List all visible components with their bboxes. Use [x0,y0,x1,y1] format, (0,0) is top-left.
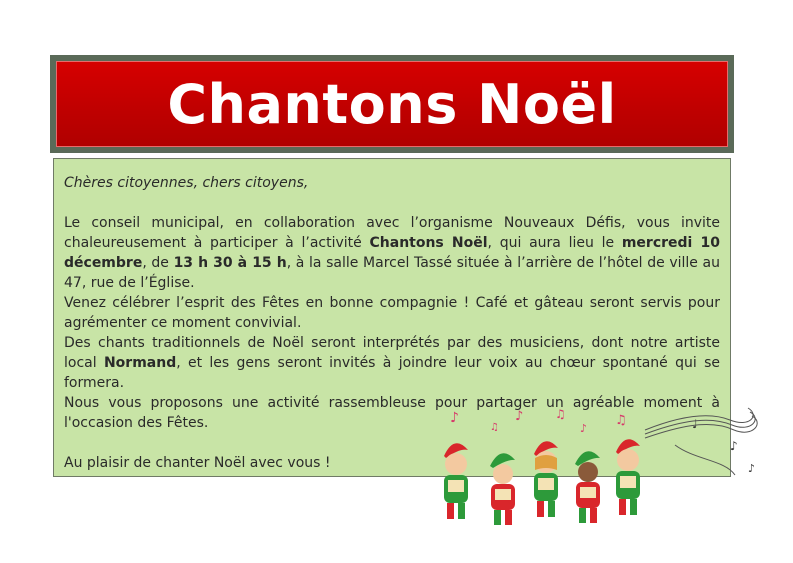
text-segment: , qui aura lieu le [487,235,622,251]
text-segment: Des chants traditionnels de Noël seront interprétés par des musiciens, dont notre artiste local [64,335,720,371]
event-date: mercredi 10 décembre [64,235,720,271]
greeting-line: Chères citoyennes, chers citoyens, [64,175,309,191]
singing-elves-illustration [430,400,770,535]
paragraph-music [64,333,720,393]
svg-text:♩: ♩ [692,417,698,431]
elf-icon [444,443,468,519]
svg-text:♪: ♪ [748,462,756,475]
elf-icon [490,453,515,525]
elf-icon [575,451,600,523]
svg-text:♪: ♪ [450,410,459,426]
paragraph-event-details [64,213,720,293]
event-name: Chantons Noël [369,235,488,251]
paragraph-invitation: Nous vous proposons une activité rassembleuse pour partager un agréable moment à l'occasion des Fêtes. [64,395,720,431]
title-banner [50,55,734,153]
text-segment: , de [142,255,174,271]
artist-name: Normand [103,355,177,371]
elf-icon [616,439,640,515]
svg-text:♫: ♫ [615,413,627,428]
title-banner-inner [56,61,728,147]
page-title: Chantons Noël [167,72,617,136]
event-time: 13 h 30 à 15 h [173,255,287,271]
svg-text:♪: ♪ [730,439,738,453]
svg-text:♫: ♫ [555,407,566,421]
music-staff-swirl-icon [645,408,757,475]
text-segment: Le conseil municipal, en collaboration avec l’organisme Nouveaux Défis, vous invite chaleureusement à participer à l’activité [64,215,720,251]
text-segment: , à la salle Marcel Tassé située à l’arrière de l’hôtel de ville au 47, rue de l’Église. [64,255,721,291]
paragraph-refreshments: Venez célébrer l’esprit des Fêtes en bonne compagnie ! Café et gâteau seront servis pour agrémenter ce moment convivial. [64,295,720,331]
elf-icon [534,441,558,517]
svg-text:♫: ♫ [490,422,499,433]
text-segment: , et les gens seront invités à joindre leur voix au chœur spontané qui se formera. [64,355,720,391]
music-notes-icon [450,407,627,435]
closing-line: Au plaisir de chanter Noël avec vous ! [64,455,331,471]
svg-text:♪: ♪ [580,422,588,435]
svg-text:♪: ♪ [515,409,524,424]
